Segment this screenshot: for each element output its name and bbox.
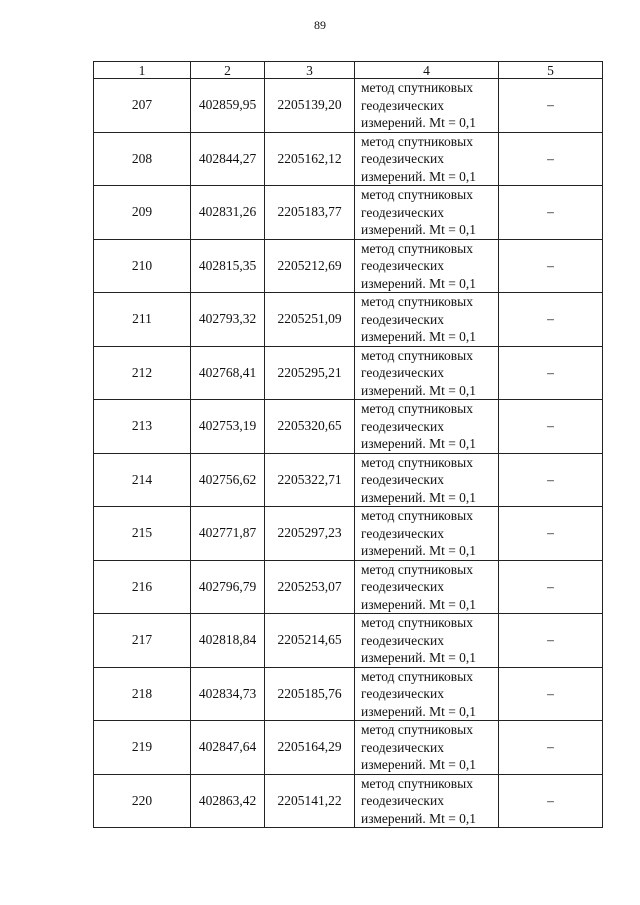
table-row [94, 507, 603, 561]
x-coordinate-cell: 402796,79 [191, 560, 265, 614]
header-cell-1: 1 [94, 62, 191, 79]
method-line: измерений. Mt = 0,1 [361, 436, 477, 451]
method-cell [355, 507, 499, 561]
x-coordinate-cell: 402847,64 [191, 721, 265, 775]
method-line: измерений. Mt = 0,1 [361, 222, 477, 237]
x-coordinate-cell: 402815,35 [191, 239, 265, 293]
table-row [94, 186, 603, 240]
x-coordinate-cell: 402863,42 [191, 774, 265, 828]
y-coordinate-cell: 2205297,23 [265, 507, 355, 561]
method-cell [355, 132, 499, 186]
y-coordinate-cell: 2205183,77 [265, 186, 355, 240]
method-line: измерений. Mt = 0,1 [361, 596, 477, 612]
method-line: геодезических [361, 632, 444, 648]
method-line: геодезических [361, 525, 444, 541]
x-coordinate-cell: 402793,32 [191, 293, 265, 347]
point-number-cell: 218 [94, 667, 191, 721]
method-line: геодезических [361, 311, 444, 327]
header-cell-3: 3 [265, 62, 355, 79]
method-line: метод спутниковых [361, 240, 473, 256]
x-coordinate-cell: 402768,41 [191, 346, 265, 400]
method-line: метод спутниковых [361, 401, 473, 416]
method-line: измерений. Mt = 0,1 [361, 115, 477, 130]
y-coordinate-cell: 2205212,69 [265, 239, 355, 293]
y-coordinate-cell: 2205141,22 [265, 774, 355, 828]
method-line: метод спутниковых [361, 133, 473, 149]
method-line: геодезических [361, 418, 444, 434]
method-cell [355, 560, 499, 614]
table-row [94, 79, 603, 133]
point-number-cell: 217 [94, 614, 191, 668]
method-line: геодезических [361, 365, 444, 380]
method-line: измерений. Mt = 0,1 [361, 757, 477, 772]
x-coordinate-cell: 402818,84 [191, 614, 265, 668]
y-coordinate-cell: 2205164,29 [265, 721, 355, 775]
point-number-cell: 207 [94, 79, 191, 133]
method-line: геодезических [361, 97, 444, 113]
method-line: измерений. Mt = 0,1 [361, 275, 477, 291]
point-number-cell: 212 [94, 346, 191, 400]
note-cell: – [499, 453, 603, 507]
method-line: метод спутниковых [361, 561, 473, 577]
point-number-cell: 214 [94, 453, 191, 507]
method-line: геодезических [361, 579, 444, 594]
y-coordinate-cell: 2205295,21 [265, 346, 355, 400]
note-cell: – [499, 132, 603, 186]
method-line: геодезических [361, 151, 444, 166]
method-line: метод спутниковых [361, 187, 473, 202]
x-coordinate-cell: 402831,26 [191, 186, 265, 240]
method-line: измерений. Mt = 0,1 [361, 489, 477, 505]
point-number-cell: 210 [94, 239, 191, 293]
x-coordinate-cell: 402844,27 [191, 132, 265, 186]
x-coordinate-cell: 402756,62 [191, 453, 265, 507]
method-line: метод спутниковых [361, 80, 473, 95]
header-cell-4: 4 [355, 62, 499, 79]
method-cell [355, 186, 499, 240]
note-cell: – [499, 186, 603, 240]
method-line: метод спутниковых [361, 775, 473, 791]
table-row [94, 774, 603, 828]
y-coordinate-cell: 2205162,12 [265, 132, 355, 186]
method-cell [355, 453, 499, 507]
table-row [94, 560, 603, 614]
note-cell: – [499, 400, 603, 454]
method-cell [355, 79, 499, 133]
table-row [94, 293, 603, 347]
point-number-cell: 219 [94, 721, 191, 775]
method-line: геодезических [361, 258, 444, 273]
y-coordinate-cell: 2205322,71 [265, 453, 355, 507]
method-cell [355, 721, 499, 775]
method-line: измерений. Mt = 0,1 [361, 543, 477, 558]
method-line: метод спутниковых [361, 454, 473, 470]
method-cell [355, 239, 499, 293]
method-cell [355, 667, 499, 721]
point-number-cell: 215 [94, 507, 191, 561]
header-cell-5: 5 [499, 62, 603, 79]
note-cell: – [499, 79, 603, 133]
header-cell-2: 2 [191, 62, 265, 79]
point-number-cell: 213 [94, 400, 191, 454]
table-row [94, 132, 603, 186]
table-header [94, 62, 603, 79]
method-line: измерений. Mt = 0,1 [361, 810, 477, 826]
method-line: метод спутниковых [361, 722, 473, 737]
method-line: метод спутниковых [361, 615, 473, 630]
method-line: метод спутниковых [361, 668, 473, 684]
table-row [94, 239, 603, 293]
x-coordinate-cell: 402753,19 [191, 400, 265, 454]
method-line: геодезических [361, 739, 444, 755]
method-line: метод спутниковых [361, 508, 473, 523]
x-coordinate-cell: 402834,73 [191, 667, 265, 721]
method-line: измерений. Mt = 0,1 [361, 329, 477, 344]
method-line: геодезических [361, 472, 444, 487]
point-number-cell: 220 [94, 774, 191, 828]
header-row [94, 62, 603, 79]
note-cell: – [499, 507, 603, 561]
method-line: геодезических [361, 686, 444, 701]
table-row [94, 453, 603, 507]
point-number-cell: 216 [94, 560, 191, 614]
page-number: 89 [314, 18, 326, 32]
note-cell: – [499, 614, 603, 668]
y-coordinate-cell: 2205320,65 [265, 400, 355, 454]
method-cell [355, 400, 499, 454]
note-cell: – [499, 721, 603, 775]
y-coordinate-cell: 2205139,20 [265, 79, 355, 133]
y-coordinate-cell: 2205185,76 [265, 667, 355, 721]
method-line: метод спутниковых [361, 347, 473, 363]
note-cell: – [499, 293, 603, 347]
y-coordinate-cell: 2205253,07 [265, 560, 355, 614]
point-number-cell: 208 [94, 132, 191, 186]
table-row [94, 614, 603, 668]
method-line: измерений. Mt = 0,1 [361, 650, 477, 665]
coordinates-table [93, 61, 603, 828]
note-cell: – [499, 667, 603, 721]
method-cell [355, 346, 499, 400]
point-number-cell: 209 [94, 186, 191, 240]
method-line: метод спутниковых [361, 294, 473, 309]
method-line: геодезических [361, 793, 444, 808]
method-line: измерений. Mt = 0,1 [361, 168, 477, 184]
point-number-cell: 211 [94, 293, 191, 347]
note-cell: – [499, 239, 603, 293]
y-coordinate-cell: 2205214,65 [265, 614, 355, 668]
method-line: измерений. Mt = 0,1 [361, 703, 477, 719]
method-cell [355, 293, 499, 347]
table-row [94, 667, 603, 721]
method-cell [355, 614, 499, 668]
table-row [94, 346, 603, 400]
note-cell: – [499, 560, 603, 614]
method-line: измерений. Mt = 0,1 [361, 382, 477, 398]
method-line: геодезических [361, 204, 444, 220]
y-coordinate-cell: 2205251,09 [265, 293, 355, 347]
x-coordinate-cell: 402771,87 [191, 507, 265, 561]
table-row [94, 721, 603, 775]
x-coordinate-cell: 402859,95 [191, 79, 265, 133]
table-row [94, 400, 603, 454]
method-cell [355, 774, 499, 828]
table-body [94, 79, 603, 828]
note-cell: – [499, 774, 603, 828]
note-cell: – [499, 346, 603, 400]
